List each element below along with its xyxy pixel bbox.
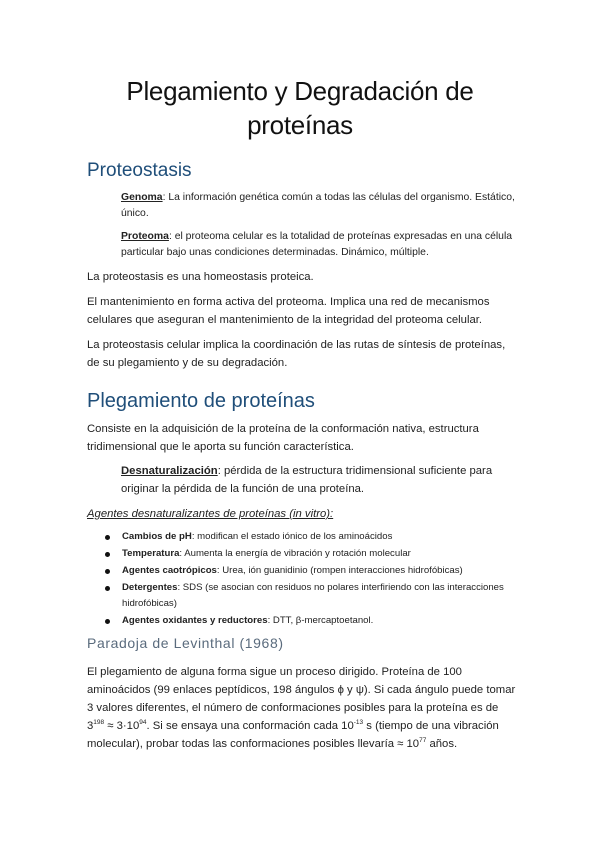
paragraph-proteostasis-3: La proteostasis celular implica la coordinación de las rutas de síntesis de proteínas, de su plegamiento y de su degradación. [87,339,506,369]
bullet-icon [105,569,110,574]
list-item: Agentes oxidantes y reductores: DTT, β-mercaptoetanol. [105,613,525,629]
definition-desnaturalizacion-text: : pérdida de la estructura tridimensional suficiente para originar la pérdida de la función de una proteína. [121,465,493,495]
heading-paradoja-levinthal: Paradoja de Levinthal (1968) [87,635,284,651]
agents-list [105,529,525,630]
document-title [60,74,540,142]
heading-plegamiento: Plegamiento de proteínas [87,390,315,412]
paragraph-proteostasis-1: La proteostasis es una homeostasis proteica. [87,271,314,283]
bullet-icon [105,535,110,540]
term-desnaturalizacion: Desnaturalización [121,465,218,477]
term-proteoma: Proteoma [121,231,169,242]
definition-proteoma [121,229,516,261]
definition-genoma-text: : La información genética común a todas las células del organismo. Estático, único. [121,192,515,219]
bullet-icon [105,586,110,591]
paragraph-proteostasis-2: El mantenimiento en forma activa del proteoma. Implica una red de mecanismos celulares que aseguran el mantenimiento de la integridad del proteoma celular. [87,296,490,326]
term-genoma: Genoma [121,192,163,203]
heading-proteostasis: Proteostasis [87,160,192,181]
agents-heading: Agentes desnaturalizantes de proteínas (in vitro): [87,508,334,520]
definition-desnaturalizacion [121,462,521,498]
list-item: Cambios de pH: modifican el estado iónico de los aminoácidos [105,529,525,545]
definition-genoma [121,190,516,222]
list-item: Temperatura: Aumenta la energía de vibración y rotación molecular [105,546,525,562]
title-line-1: Plegamiento y Degradación de [126,76,474,106]
definition-proteoma-text: : el proteoma celular es la totalidad de proteínas expresadas en una célula particular bajo unas condiciones determinadas. Dinámico, múltiple. [121,231,513,258]
bullet-icon [105,619,110,624]
paragraph-levinthal: El plegamiento de alguna forma sigue un proceso dirigido. Proteína de 100 aminoácidos (99 enlaces peptídicos, 198 ángulos ϕ y ψ). Si cada ángulo puede tomar 3 valores diferentes, el número de conformaciones posibles para la proteína es de $3^{198} \approx 3\cdot 10^{94}$. Si se ensaya una conformación cada $10^{-13}$ s (tiempo de una vibración molecular), probar todas las conformaciones posibles llevaría ≈ $10^{77}$ años. [87,666,516,750]
list-item: Detergentes: SDS (se asocian con residuos no polares interfiriendo con las interacciones hidrofóbicas) [105,580,525,612]
list-item: Agentes caotrópicos: Urea, ión guanidinio (rompen interacciones hidrofóbicas) [105,563,525,579]
title-line-2: proteínas [247,110,353,140]
paragraph-plegamiento-1: Consiste en la adquisición de la proteína de la conformación nativa, estructura tridimensional que le aporta su función característica. [87,423,479,453]
bullet-icon [105,552,110,557]
